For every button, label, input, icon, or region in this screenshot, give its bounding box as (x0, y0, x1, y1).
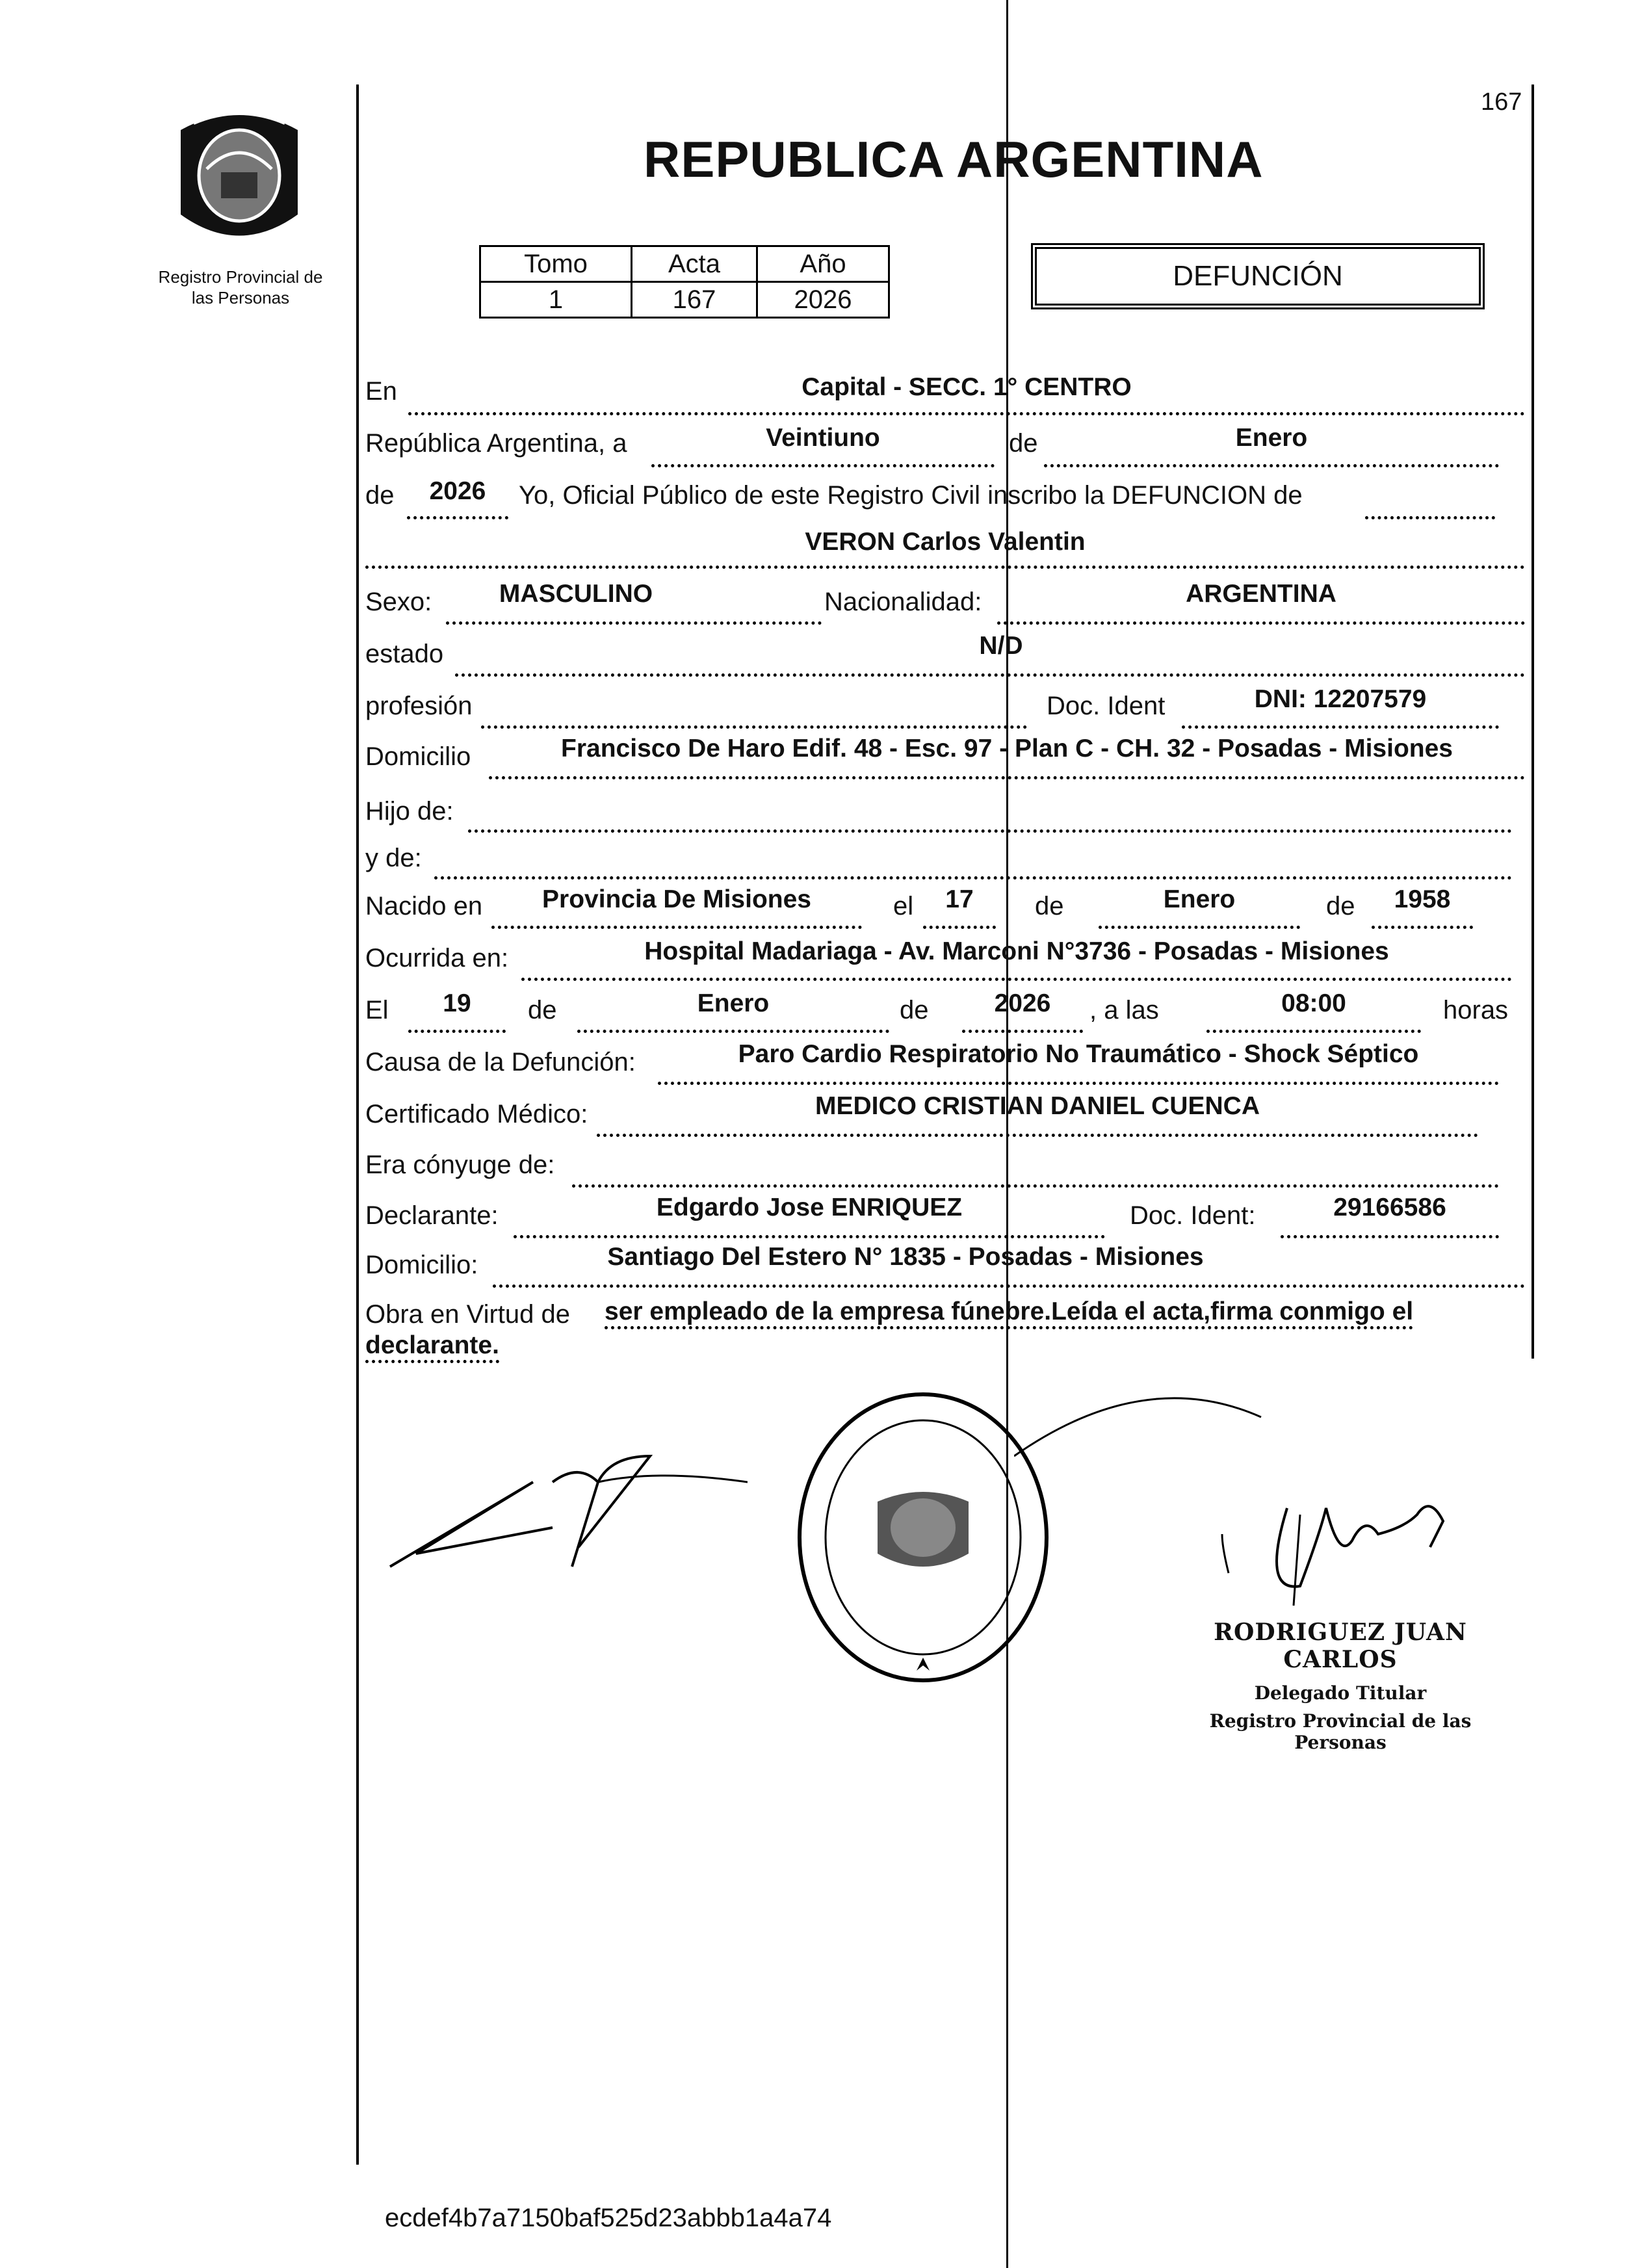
doc-ident2-value: 29166586 (1333, 1193, 1446, 1221)
de-label-1: de (1009, 429, 1038, 458)
nacionalidad-value: ARGENTINA (1186, 580, 1336, 608)
document-title: REPUBLICA ARGENTINA (644, 131, 1264, 188)
record-table (479, 245, 890, 319)
de-label-5: de (528, 996, 557, 1024)
causa-label: Causa de la Defunción: (365, 1048, 636, 1076)
profesion-fill (481, 697, 1027, 729)
signatory-role: Delegado Titular (1254, 1682, 1427, 1704)
ocurrida-value: Hospital Madariaga - Av. Marconi N°3736 - Posadas - Misiones (644, 937, 1389, 965)
estado-label: estado (365, 640, 444, 668)
hijo-fill (468, 801, 1512, 833)
record-table-header (480, 246, 889, 282)
official-signature-icon (1014, 1378, 1469, 1612)
tomo-header: Tomo (480, 246, 632, 282)
nacionalidad-label: Nacionalidad: (824, 588, 982, 616)
right-margin-rule (1531, 85, 1534, 1359)
declarante-value: Edgardo Jose ENRIQUEZ (656, 1193, 963, 1221)
domicilio-value: Francisco De Haro Edif. 48 - Esc. 97 - Plan C - CH. 32 - Posadas - Misiones (561, 735, 1453, 763)
declarante-label: Declarante: (365, 1201, 499, 1230)
statement-fill (1365, 488, 1495, 519)
sexo-label: Sexo: (365, 588, 432, 616)
provincial-seal-icon (174, 104, 304, 254)
conyuge-label: Era cónyuge de: (365, 1151, 555, 1179)
doc-ident-label: Doc. Ident (1047, 692, 1166, 720)
acta-header: Acta (632, 246, 757, 282)
certificado-label: Certificado Médico: (365, 1100, 588, 1128)
de-label-4: de (1326, 892, 1355, 920)
death-month: Enero (697, 989, 770, 1017)
registry-label-line1: Registro Provincial de (158, 267, 323, 287)
doc-ident2-label: Doc. Ident: (1130, 1201, 1256, 1230)
nacido-value: Provincia De Misiones (542, 885, 811, 913)
en-label: En (365, 377, 397, 406)
obra-value-line1: ser empleado de la empresa fúnebre.Leída el acta,firma conmigo el (605, 1297, 1413, 1329)
nacido-label: Nacido en (365, 892, 483, 920)
statement-text: Yo, Oficial Público de este Registro Civil inscribo la DEFUNCION de (519, 481, 1303, 510)
left-margin-rule (356, 85, 359, 2165)
de-label-2: de (365, 481, 395, 510)
alas-label: , a las (1089, 996, 1159, 1024)
estado-value: N/D (979, 632, 1023, 660)
death-year: 2026 (994, 989, 1051, 1017)
acta-value: 167 (632, 282, 757, 318)
declarant-signature-icon (384, 1443, 748, 1573)
hijo-label: Hijo de: (365, 797, 454, 826)
el-label-birth: el (893, 892, 914, 920)
domicilio2-value: Santiago Del Estero N° 1835 - Posadas - Misiones (607, 1243, 1204, 1271)
page-number: 167 (1481, 88, 1522, 116)
registry-label (130, 267, 351, 308)
signatory-block (1171, 1619, 1509, 1753)
domicilio-label: Domicilio (365, 742, 471, 771)
anio-header: Año (757, 246, 889, 282)
obra-value-line2: declarante. (365, 1331, 499, 1363)
anio-value: 2026 (757, 282, 889, 318)
doc-ident-value: DNI: 12207579 (1254, 685, 1427, 713)
ocurrida-label: Ocurrida en: (365, 944, 509, 972)
signatory-name: RODRIGUEZ JUAN CARLOS (1214, 1619, 1467, 1673)
record-type-box: DEFUNCIÓN (1035, 247, 1481, 306)
de-label-6: de (900, 996, 929, 1024)
month-value: Enero (1235, 424, 1308, 452)
causa-value: Paro Cardio Respiratorio No Traumático - Shock Séptico (738, 1040, 1419, 1068)
yde-label: y de: (365, 844, 422, 872)
El-label-death: El (365, 996, 389, 1024)
profesion-label: profesión (365, 692, 473, 720)
registry-label-line2: las Personas (191, 288, 290, 307)
obra-label: Obra en Virtud de (365, 1300, 571, 1329)
birth-year: 1958 (1394, 885, 1451, 913)
en-value: Capital - SECC. 1° CENTRO (801, 373, 1132, 401)
yde-fill (434, 848, 1512, 880)
birth-month: Enero (1163, 885, 1236, 913)
conyuge-fill (572, 1156, 1499, 1188)
signatory-org: Registro Provincial de las Personas (1209, 1710, 1472, 1753)
de-label-3: de (1035, 892, 1064, 920)
death-time: 08:00 (1281, 989, 1346, 1017)
horas-label: horas (1443, 996, 1509, 1024)
deceased-name: VERON Carlos Valentin (805, 528, 1086, 556)
day-value: Veintiuno (766, 424, 880, 452)
sexo-value: MASCULINO (499, 580, 653, 608)
year-value: 2026 (429, 477, 486, 505)
death-day: 19 (443, 989, 471, 1017)
republica-label: República Argentina, a (365, 429, 627, 458)
certificado-value: MEDICO CRISTIAN DANIEL CUENCA (815, 1092, 1260, 1120)
record-table-values (480, 282, 889, 318)
domicilio2-label: Domicilio: (365, 1251, 478, 1279)
tomo-value: 1 (480, 282, 632, 318)
birth-day: 17 (945, 885, 974, 913)
document-hash: ecdef4b7a7150baf525d23abbb1a4a74 (385, 2204, 832, 2232)
